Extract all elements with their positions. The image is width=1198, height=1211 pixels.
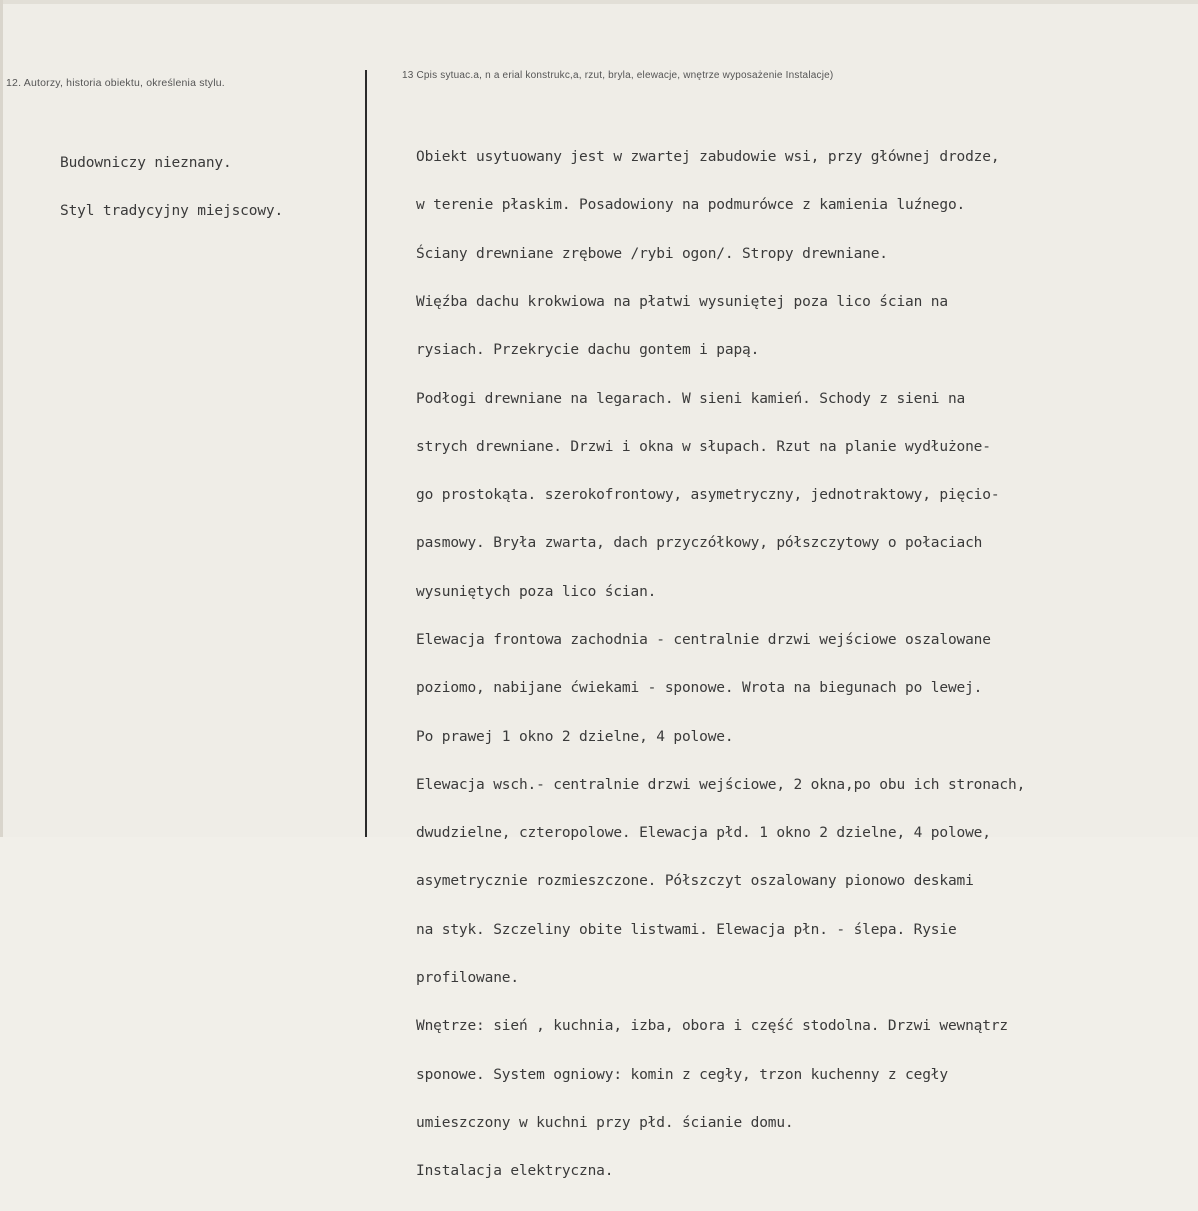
text-line: poziomo, nabijane ćwiekami - sponowe. Wrota na biegunach po lewej. [416,680,983,697]
text-line: wysuniętych poza lico ścian. [416,583,657,600]
text-line: Więźba dachu krokwiowa na płatwi wysuniętej poza lico ścian na [416,294,948,311]
text-line: Wnętrze: sień , kuchnia, izba, obora i część stodolna. Drzwi wewnątrz [416,1018,1009,1035]
text-line: Elewacja frontowa zachodnia - centralnie drzwi wejściowe oszalowane [416,632,991,648]
text-line: pasmowy. Bryła zwarta, dach przyczółkowy, półszczytowy o połaciach [416,535,983,552]
description-text [416,117,1025,1211]
text-line: Po prawej 1 okno 2 dzielne, 4 polowe. [416,728,734,745]
text-line: go prostokąta. szerokofrontowy, asymetryczny, jednotraktowy, pięcio- [416,487,1000,504]
text-line: Ściany drewniane zrębowe /rybi ogon/. Stropy drewniane. [416,245,888,262]
authors-style-text [60,123,283,252]
text-line: Elewacja wsch.- centralnie drzwi wejściowe, 2 okna,po obu ich stronach, [416,776,1026,793]
column-divider [365,70,367,837]
text-line: Instalacja elektryczna. [416,1163,614,1180]
text-line: rysiach. Przekrycie dachu gontem i papą. [416,342,760,359]
text-line: asymetrycznie rozmieszczone. Półszczyt oszalowany pionowo deskami [416,873,974,890]
text-line: strych drewniane. Drzwi i okna w słupach. Rzut na planie wydłużone- [416,438,991,455]
paper-left-edge [0,0,3,837]
text-line: umieszczony w kuchni przy płd. ścianie domu. [416,1114,794,1131]
text-line: dwudzielne, czteropolowe. Elewacja płd. 1 okno 2 dzielne, 4 polowe, [416,825,991,842]
text-line: Obiekt usytuowany jest w zwartej zabudowie wsi, przy głównej drodze, [416,149,1000,166]
paper-top-edge [0,0,1198,4]
text-line: Styl tradycyjny miejscowy. [60,203,284,220]
text-line: profilowane. [416,969,519,986]
section-13-header: 13 Cpis sytuac.a, n a erial konstrukc,a, rzut, bryla, elewacje, wnętrze wyposażenie Instalacje) [402,70,834,81]
section-12-header: 12. Autorzy, historia obiektu, określenia stylu. [6,77,225,89]
text-line: Budowniczy nieznany. [60,155,232,172]
text-line: na styk. Szczeliny obite listwami. Elewacja płn. - ślepa. Rysie [416,921,957,938]
text-line: sponowe. System ogniowy: komin z cegły, trzon kuchenny z cegły [416,1066,948,1083]
text-line: Podłogi drewniane na legarach. W sieni kamień. Schody z sieni na [416,390,966,407]
text-line: w terenie płaskim. Posadowiony na podmurówce z kamienia luźnego. [416,197,966,214]
